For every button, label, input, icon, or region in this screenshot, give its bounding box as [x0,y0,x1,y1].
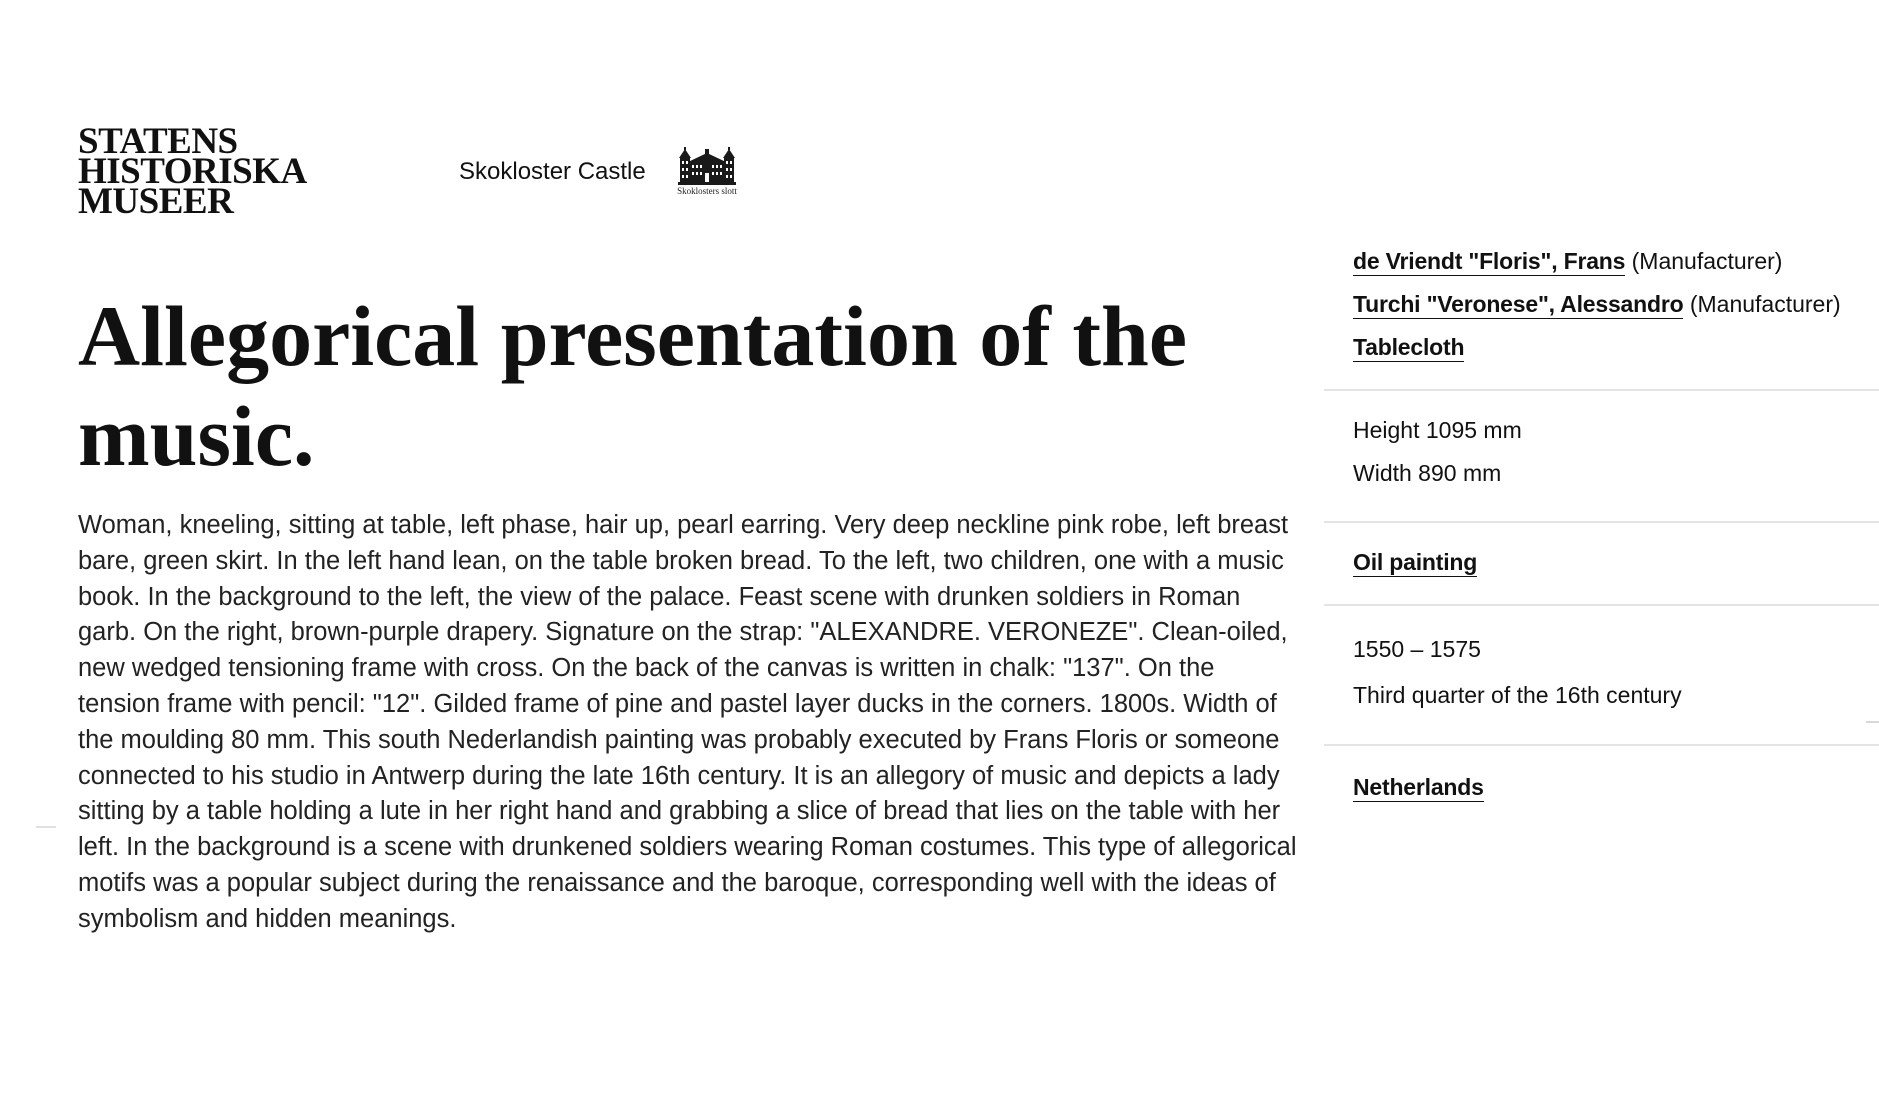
technique-section [1324,523,1879,606]
date-range: 1550 – 1575 [1353,636,1481,662]
place-row [1353,766,1879,809]
castle-logo-caption: Skoklosters slott [677,186,737,196]
place-link[interactable]: Netherlands [1353,774,1484,800]
maker-role: (Manufacturer) [1689,291,1841,317]
height-value: Height 1095 mm [1353,417,1522,443]
page-title: Allegorical presentation of the music. [78,288,1188,484]
maker-row [1353,240,1879,283]
maker-role: (Manufacturer) [1631,248,1783,274]
object-description: Woman, kneeling, sitting at table, left phase, hair up, pearl earring. Very deep neckline pink robe, left breast bare, green skirt. In the left hand lean, on the table broken bread. To the left, two children, one with a music book. In the background to the left, the view of the palace. Feast scene with drunken soldiers in Roman garb. On the right, brown-purple drapery. Signature on the strap: "ALEXANDRE. VERONEZE". Clean-oiled, new wedged tensioning frame with cross. On the back of the canvas is written in chalk: "137". On the tension frame with pencil: "12". Gilded frame of pine and pastel layer ducks in the corners. 1800s. Width of the moulding 80 mm. This south Nederlandish painting was probably executed by Frans Floris or someone connected to his studio in Antwerp during the late 16th century. It is an allegory of music and depicts a lady sitting by a table holding a lute in her right hand and grabbing a slice of bread that lies on the table with her left. In the background is a scene with drunkened soldiers wearing Roman costumes. This type of allegorical motifs was a popular subject during the renaissance and the baroque, corresponding well with the ideas of symbolism and hidden meanings. [78,511,1297,933]
maker-row [1353,283,1879,326]
scroll-marker [1866,721,1879,723]
object-type-link[interactable]: Tablecloth [1353,334,1465,360]
maker-link[interactable]: Turchi "Veronese", Alessandro [1353,291,1684,317]
brand-line: STATENS [78,121,238,162]
brand-line: HISTORISKA [78,151,307,192]
width-value: Width 890 mm [1353,460,1502,486]
dimensions-section [1324,391,1879,523]
dating-section [1324,606,1879,746]
museum-logo[interactable] [78,121,307,222]
makers-section [1324,236,1879,391]
date-period: Third quarter of the 16th century [1353,682,1682,708]
museum-name[interactable]: Skokloster Castle [459,158,646,185]
place-section [1324,746,1879,821]
castle-icon [678,147,736,185]
castle-logo[interactable] [673,147,741,196]
maker-link[interactable]: de Vriendt "Floris", Frans [1353,248,1626,274]
technique-row [1353,541,1879,584]
divider [36,826,56,828]
object-type-row [1353,326,1879,369]
technique-link[interactable]: Oil painting [1353,549,1478,575]
brand-line: MUSEER [78,181,234,222]
facts-panel [1324,236,1879,821]
